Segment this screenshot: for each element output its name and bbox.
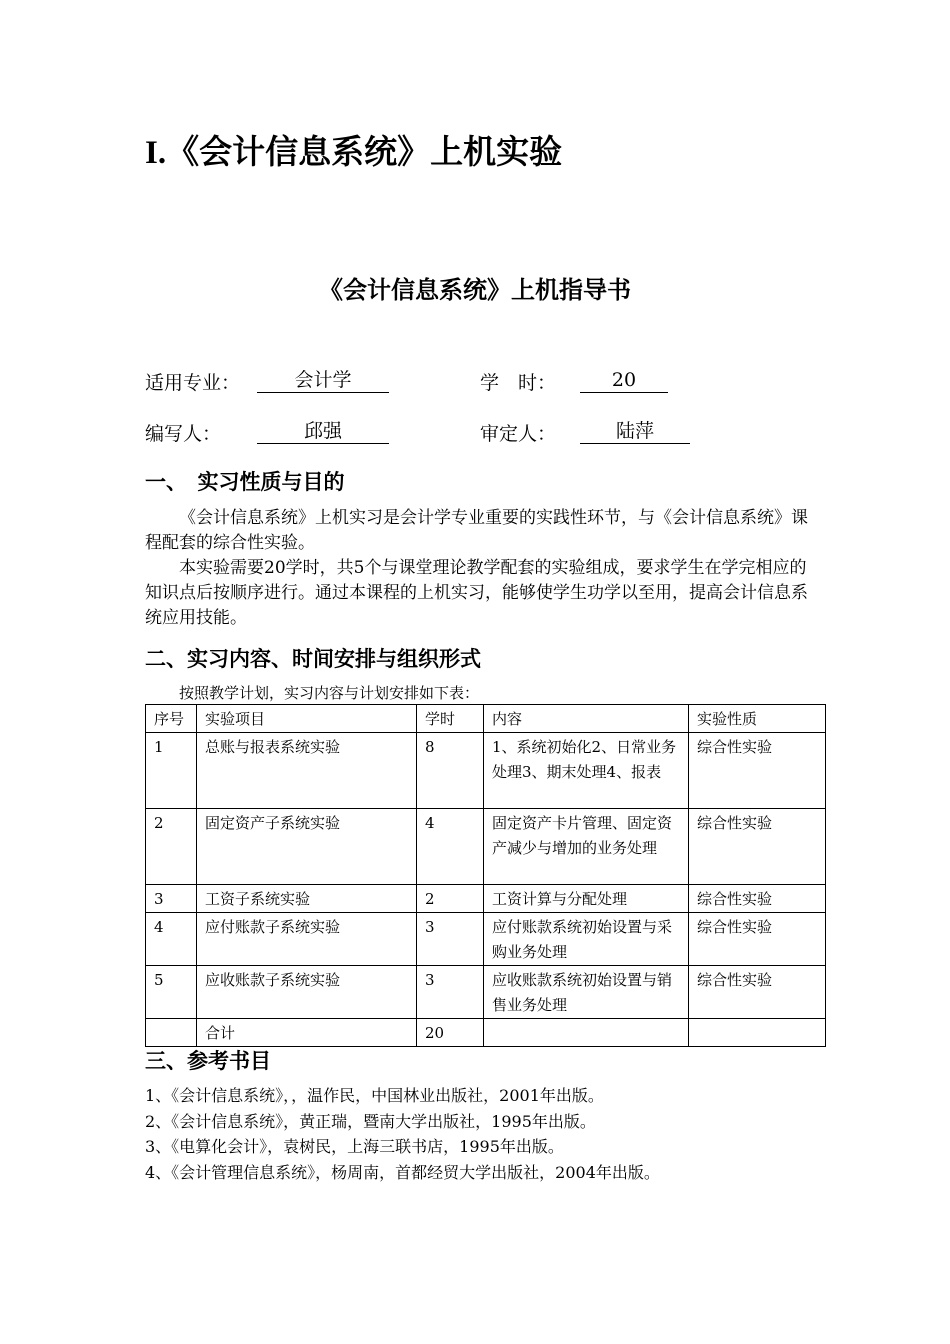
section-heading-content: 二、实习内容、时间安排与组织形式: [145, 647, 481, 671]
table-cell: 2: [146, 809, 197, 885]
table-cell: 综合性实验: [689, 733, 826, 809]
table-cell: [484, 1019, 689, 1047]
table-cell: 3: [417, 966, 484, 1019]
hours-value: 20: [580, 368, 668, 393]
table-row: [146, 966, 826, 1019]
table-cell: 应付账款子系统实验: [197, 913, 417, 966]
table-cell: 3: [146, 885, 197, 913]
header-cell: 实验性质: [689, 705, 826, 733]
table-row: [146, 913, 826, 966]
table-cell: 应付账款系统初始设置与采购业务处理: [484, 913, 689, 966]
chapter-number: I.: [145, 135, 167, 171]
table-cell: 综合性实验: [689, 885, 826, 913]
paragraph-text: 《会计信息系统》上机实习是会计学专业重要的实践性环节，与《会计信息系统》课程配套的综合性实验。: [145, 508, 808, 553]
paragraph-purpose-1: [145, 506, 810, 556]
table-cell: 5: [146, 966, 197, 1019]
table-cell: 4: [146, 913, 197, 966]
reviewer-value: 陆萍: [580, 419, 690, 444]
table-cell: 1: [146, 733, 197, 809]
major-label: 适用专业：: [145, 372, 241, 394]
table-cell: 工资计算与分配处理: [484, 885, 689, 913]
section-heading-purpose: 一、 实习性质与目的: [145, 470, 345, 494]
reference-item: 1、《会计信息系统》，，温作民，中国林业出版社，2001年出版。: [145, 1086, 604, 1105]
major-value: 会计学: [257, 368, 389, 393]
table-cell: 8: [417, 733, 484, 809]
author-value: 邱强: [257, 419, 389, 444]
chapter-title: 《会计信息系统》上机实验: [166, 132, 563, 171]
table-cell: 应收账款子系统实验: [197, 966, 417, 1019]
table-cell: 工资子系统实验: [197, 885, 417, 913]
table-cell: 20: [417, 1019, 484, 1047]
reviewer-label: 审定人：: [480, 423, 557, 445]
chapter-heading: [145, 126, 562, 173]
header-cell: 实验项目: [197, 705, 417, 733]
header-cell: 序号: [146, 705, 197, 733]
document-subtitle: 《会计信息系统》上机指导书: [319, 276, 631, 304]
header-cell: 学时: [417, 705, 484, 733]
table-cell: 综合性实验: [689, 913, 826, 966]
table-cell: 固定资产子系统实验: [197, 809, 417, 885]
table-row: [146, 733, 826, 809]
experiment-plan-table: [145, 704, 826, 1047]
hours-label: 学 时：: [480, 372, 557, 394]
author-label: 编写人：: [145, 423, 222, 445]
table-cell: 应收账款系统初始设置与销售业务处理: [484, 966, 689, 1019]
table-cell: 4: [417, 809, 484, 885]
table-cell: 合计: [197, 1019, 417, 1047]
header-cell: 内容: [484, 705, 689, 733]
reference-list: [145, 1083, 660, 1185]
table-total-row: [146, 1019, 826, 1047]
table-row: [146, 809, 826, 885]
paragraph-purpose-2: [145, 556, 810, 631]
reference-item: 2、《会计信息系统》，黄正瑞，暨南大学出版社，1995年出版。: [145, 1111, 596, 1131]
reference-item: 4、《会计管理信息系统》，杨周南，首都经贸大学出版社，2004年出版。: [145, 1162, 660, 1182]
table-cell: 2: [417, 885, 484, 913]
table-cell: [689, 1019, 826, 1047]
paragraph-text: 本实验需要20学时，共5个与课堂理论教学配套的实验组成，要求学生在学完相应的知识点后按顺序进行。通过本课程的上机实习，能够使学生功学以至用，提高会计信息系统应用技能。: [145, 558, 808, 628]
table-cell: 综合性实验: [689, 966, 826, 1019]
table-cell: 固定资产卡片管理、固定资产减少与增加的业务处理: [484, 809, 689, 885]
table-row: [146, 885, 826, 913]
table-cell: 1、系统初始化2、日常业务处理3、期末处理4、报表: [484, 733, 689, 809]
table-intro: 按照教学计划，实习内容与计划安排如下表：: [179, 684, 480, 702]
reference-item: 3、《电算化会计》，袁树民，上海三联书店，1995年出版。: [145, 1137, 564, 1156]
table-header-row: [146, 705, 826, 733]
table-cell: [146, 1019, 197, 1047]
section-heading-references: 三、参考书目: [145, 1049, 271, 1073]
table-cell: 总账与报表系统实验: [197, 733, 417, 809]
table-cell: 3: [417, 913, 484, 966]
table-cell: 综合性实验: [689, 809, 826, 885]
